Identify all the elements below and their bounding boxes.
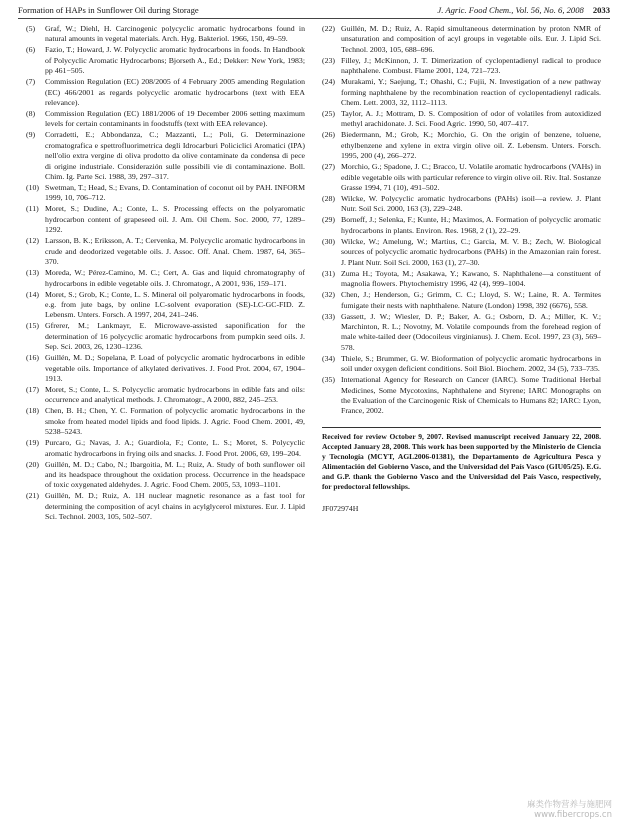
reference-text: Biedermann, M.; Grob, K.; Morchio, G. On the origin of benzene, toluene, ethylbenzene and xylene in extra virgin olive oil. Z. Lebensm. Unters. Forsch. 1995, 200 (4), 266–272.	[341, 130, 601, 161]
reference-item	[26, 236, 305, 267]
reference-text: Larsson, B. K.; Eriksson, A. T.; Cervenka, M. Polycyclic aromatic hydrocarbons in crude and deodorized vegetable oils. J. Assoc. Off. Anal. Chem. 1987, 64, 365–370.	[45, 236, 305, 267]
reference-item	[322, 77, 601, 108]
reference-item	[322, 215, 601, 236]
reference-number: (18)	[26, 406, 39, 416]
reference-number: (35)	[322, 375, 335, 385]
reference-text: Borneff, J.; Selenka, F.; Kunte, H.; Maximos, A. Formation of polycyclic aromatic hydrocarbons in plants. Environ. Res. 1968, 2 (1), 22–29.	[341, 215, 601, 235]
references-right-column	[322, 24, 601, 515]
reference-number: (9)	[26, 130, 36, 140]
reference-number: (19)	[26, 438, 39, 448]
reference-text: Thiele, S.; Brummer, G. W. Bioformation of polycyclic aromatic hydrocarbons in soil under oxygen deficient conditions. Soil Biol. Biochem. 2002, 34 (5), 733–735.	[341, 353, 601, 374]
reference-text: Swetman, T.; Head, S.; Evans, D. Contamination of coconut oil by PAH. INFORM 1999, 10, 706–712.	[45, 183, 305, 203]
reference-text: Gassett, J. W.; Wiesler, D. P.; Baker, A. G.; Osborn, D. A.; Miller, K. V.; Marchinton, R. L.; Novotny, M. Volatile compounds from the forehead region of male white-tailed deer (Odocoileus virginianus). J. Chem. Ecol. 1997, 23 (3), 569–578.	[341, 311, 601, 352]
reference-item	[322, 24, 601, 55]
reference-number: (23)	[322, 55, 335, 65]
reference-number: (31)	[322, 268, 335, 278]
reference-text: Gfrerer, M.; Lankmayr, E. Microwave-assisted saponification for the determination of 16 polycyclic aromatic hydrocarbons from pumpkin seed oils. J. Sep. Sci. 2003, 26, 1230–1236.	[45, 321, 305, 352]
reference-number: (15)	[26, 321, 39, 331]
watermark	[527, 800, 612, 820]
reference-item	[322, 130, 601, 161]
reference-number: (8)	[26, 109, 36, 119]
reference-text: Purcaro, G.; Navas, J. A.; Guardiola, F.; Conte, L. S.; Moret, S. Polycyclic aromatic hydrocarbons in frying oils and snacks. J. Food Prot. 2006, 69, 199–204.	[45, 438, 305, 458]
document-id: JF072974H	[322, 504, 359, 514]
reference-item	[26, 438, 305, 459]
page-header	[18, 4, 610, 19]
reference-text: Moret, S.; Grob, K.; Conte, L. S. Mineral oil polyaromatic hydrocarbons in foods, e.g. from jute bags, by online LC-solvent evaporation (SE)-LC-GC-FID. Z. Lebensm. Unters. Forsch. A 1997, 204, 241–246.	[45, 289, 305, 320]
watermark-url: www.fibercrops.cn	[534, 810, 612, 820]
reference-text: Moreda, W.; Pérez-Camino, M. C.; Cert, A. Gas and liquid chromatography of hydrocarbons in edible vegetable oils. J. Chromatogr., A 2001, 936, 159–171.	[45, 268, 305, 288]
journal-citation	[437, 5, 610, 15]
reference-item	[26, 268, 305, 289]
reference-number: (28)	[322, 194, 335, 204]
reference-text: Guillén, M. D.; Sopelana, P. Load of polycyclic aromatic hydrocarbons in edible vegetable oils. Importance of alkylated derivatives. J. Food Prot. 2004, 67, 1904–1913.	[45, 353, 305, 383]
reference-text: International Agency for Research on Cancer (IARC). Some Traditional Herbal Medicines, Some Mycotoxins, Naphthalene and Styrene; IARC Monographs on the Evaluation of the Carcinogenic Risk of Chemicals to Humans 82; IARC: Lyon, France, 2002.	[341, 375, 601, 416]
reference-number: (29)	[322, 215, 335, 225]
reference-text: Wilcke, W. Polycyclic aromatic hydrocarbons (PAHs) isoil—a review. J. Plant Nutr. Soil Sci. 2000, 163 (3), 229–248.	[341, 194, 601, 214]
reference-text: Corradetti, E.; Abbondanza, C.; Mazzanti, L.; Poli, G. Determinazione cromatografica e spettrofluorimetrica degli Idrocarburi Policiclici Aromatici (IPA) nell'olio extra vergine di oliva prodotto da olive contaminate da condensa di pece di origine industriale. Considerazión sulle possibili vie di contaminazione. Boll. Chim. Ig. Parte Sci. 1988, 39, 297–317.	[45, 130, 305, 182]
reference-item	[26, 353, 305, 384]
reference-item	[322, 162, 601, 193]
reference-item	[322, 354, 601, 375]
reference-item	[26, 77, 305, 108]
reference-item	[26, 109, 305, 130]
references-left-column	[26, 24, 305, 523]
reference-number: (25)	[322, 109, 335, 119]
reference-item	[322, 194, 601, 215]
reference-item	[26, 491, 305, 522]
article-notes: Received for review October 9, 2007. Revised manuscript received January 22, 2008. Accepted January 28, 2008. This work has been supported by the Ministerio de Ciencia y Tecnología (MCYT, AGL2006-01381), the Departamento de Agricultura Pesca y Alimentación del Gobierno Vasco, and the Universidad del País Vasco (GIU05/25). E.G. and G.P. thank the Gobierno Vasco and the Universidad del País Vasco, respectively, for predoctoral fellowships.	[322, 427, 601, 493]
reference-number: (16)	[26, 353, 39, 363]
reference-item	[26, 24, 305, 45]
reference-text: Filley, J.; McKinnon, J. T. Dimerization of cyclopentadienyl radical to produce naphthalene. Combust. Flame 2001, 124, 721–723.	[341, 55, 601, 76]
reference-item	[26, 385, 305, 406]
reference-item	[26, 204, 305, 235]
watermark-title: 麻类作物营养与施肥网	[526, 800, 612, 810]
reference-number: (20)	[26, 459, 39, 469]
reference-text: Taylor, A. J.; Mottram, D. S. Composition of odor of volatiles from autoxidized methyl arachidonate. J. Sci. Food Agric. 1990, 50, 407–417.	[341, 109, 601, 129]
reference-number: (26)	[322, 130, 335, 140]
reference-text: Guillén, M. D.; Cabo, N.; Ibargoitia, M. L.; Ruiz, A. Study of both sunflower oil and its headspace throughout the oxidation process. Occurrence in the headspace of toxic oxygenated aldehydes. J. Agric. Food Chem. 2005, 53, 1093–1101.	[45, 459, 305, 490]
reference-number: (6)	[26, 45, 36, 55]
reference-number: (32)	[322, 290, 335, 300]
reference-text: Guillén, M. D.; Ruiz, A. Rapid simultaneous determination by proton NMR of unsaturation and composition of acyl groups in vegetable oils. Eur. J. Lipid Sci. Technol. 2003, 105, 688–696.	[341, 24, 601, 54]
reference-item	[26, 183, 305, 204]
reference-text: Guillén, M. D.; Ruiz, A. 1H nuclear magnetic resonance as a fast tool for determining the composition of acyl chains in acylglycerol mixtures. Eur. J. Lipid Sci. Technol. 2003, 105, 502–507.	[45, 491, 305, 522]
reference-number: (34)	[322, 353, 335, 363]
reference-text: Moret, S.; Dudine, A.; Conte, L. S. Processing effects on the polyaromatic hydrocarbon content of grapeseed oil. J. Am. Oil Chem. Soc. 2000, 77, 1289–1292.	[45, 204, 305, 235]
reference-text: Chen, J.; Henderson, G.; Grimm, C. C.; Lloyd, S. W.; Laine, R. A. Termites fumigate their nests with naphthalene. Nature (London) 1998, 392 (6676), 558.	[341, 290, 601, 310]
reference-item	[322, 269, 601, 290]
page-number: 2033	[592, 5, 610, 15]
journal-info: J. Agric. Food Chem., Vol. 56, No. 6, 2008	[437, 5, 584, 15]
reference-number: (13)	[26, 268, 39, 278]
reference-item	[322, 109, 601, 130]
reference-item	[26, 321, 305, 352]
reference-text: Chen, B. H.; Chen, Y. C. Formation of polycyclic aromatic hydrocarbons in the smoke from heated model lipids and food lipids. J. Agric. Food Chem. 2001, 49, 5238–5243.	[45, 406, 305, 437]
reference-number: (17)	[26, 384, 39, 394]
reference-item	[26, 130, 305, 182]
reference-number: (24)	[322, 77, 335, 87]
reference-text: Wilcke, W.; Amelung, W.; Martius, C.; Garcia, M. V. B.; Zech, W. Biological sources of polycyclic aromatic hydrocarbons (PAHs) in the Amazonian rain forest. J. Plant Nutr. Soil Sci. 2000, 163 (1), 27–30.	[341, 236, 601, 267]
running-title: Formation of HAPs in Sunflower Oil during Storage	[18, 5, 199, 15]
reference-item	[322, 237, 601, 268]
reference-number: (5)	[26, 24, 36, 33]
reference-number: (12)	[26, 236, 39, 246]
reference-number: (27)	[322, 162, 335, 172]
reference-number: (14)	[26, 289, 39, 299]
reference-number: (7)	[26, 77, 36, 87]
reference-number: (33)	[322, 311, 335, 321]
reference-text: Commission Regulation (EC) 1881/2006 of 19 December 2006 setting maximum levels for certain contaminants in foodstuffs (text with EEA relevance).	[45, 109, 305, 129]
reference-item	[26, 406, 305, 437]
reference-text: Morchio, G.; Spadone, J. C.; Bracco, U. Volatile aromatic hydrocarbons (VAHs) in edible vegetable oils with particular reference to virgin olive oil. Riv. Ital. Sostanze Grasse 1994, 71 (10), 491–502.	[341, 162, 601, 193]
reference-text: Zuma H.; Toyota, M.; Asakawa, Y.; Kawano, S. Naphthalene—a constituent of magnolia flowers. Phytochemistry 1996, 42 (4), 999–1004.	[341, 268, 601, 289]
reference-list-right	[322, 24, 601, 417]
reference-number: (10)	[26, 183, 39, 193]
reference-item	[322, 290, 601, 311]
reference-item	[26, 290, 305, 321]
reference-item	[26, 460, 305, 491]
reference-text: Murakami, Y.; Saejung, T.; Ohashi, C.; Fujii, N. Investigation of a new pathway forming naphthalene by the recombination reaction of cyclopentadienyl radicals. Chem. Lett. 2003, 32, 1112–1113.	[341, 77, 601, 108]
reference-number: (22)	[322, 24, 335, 33]
reference-item	[322, 56, 601, 77]
reference-text: Graf, W.; Diehl, H. Carcinogenic polycyclic aromatic hydrocarbons found in natural amounts in vegetal materials. Arch. Hyg. Bakteriol. 1966, 150, 49–59.	[45, 24, 305, 44]
reference-number: (30)	[322, 236, 335, 246]
reference-text: Commission Regulation (EC) 208/2005 of 4 February 2005 amending Regulation (EC) 466/2001 as regards polycyclic aromatic hydrocarbons (text with EEA relevance).	[45, 77, 305, 108]
reference-number: (11)	[26, 204, 39, 214]
reference-item	[26, 45, 305, 76]
reference-item	[322, 312, 601, 354]
reference-number: (21)	[26, 491, 39, 501]
reference-text: Moret, S.; Conte, L. S. Polycyclic aromatic hydrocarbons in edible fats and oils: occurrence and analytical methods. J. Chromatogr., A 2000, 882, 245–253.	[45, 384, 305, 405]
reference-text: Fazio, T.; Howard, J. W. Polycyclic aromatic hydrocarbons in foods. In Handbook of Polycyclic Aromatic Hydrocarbons; Bjorseth A., Ed.; Dekker: New York, 1983; pp 461−505.	[45, 45, 305, 76]
reference-item	[322, 375, 601, 417]
